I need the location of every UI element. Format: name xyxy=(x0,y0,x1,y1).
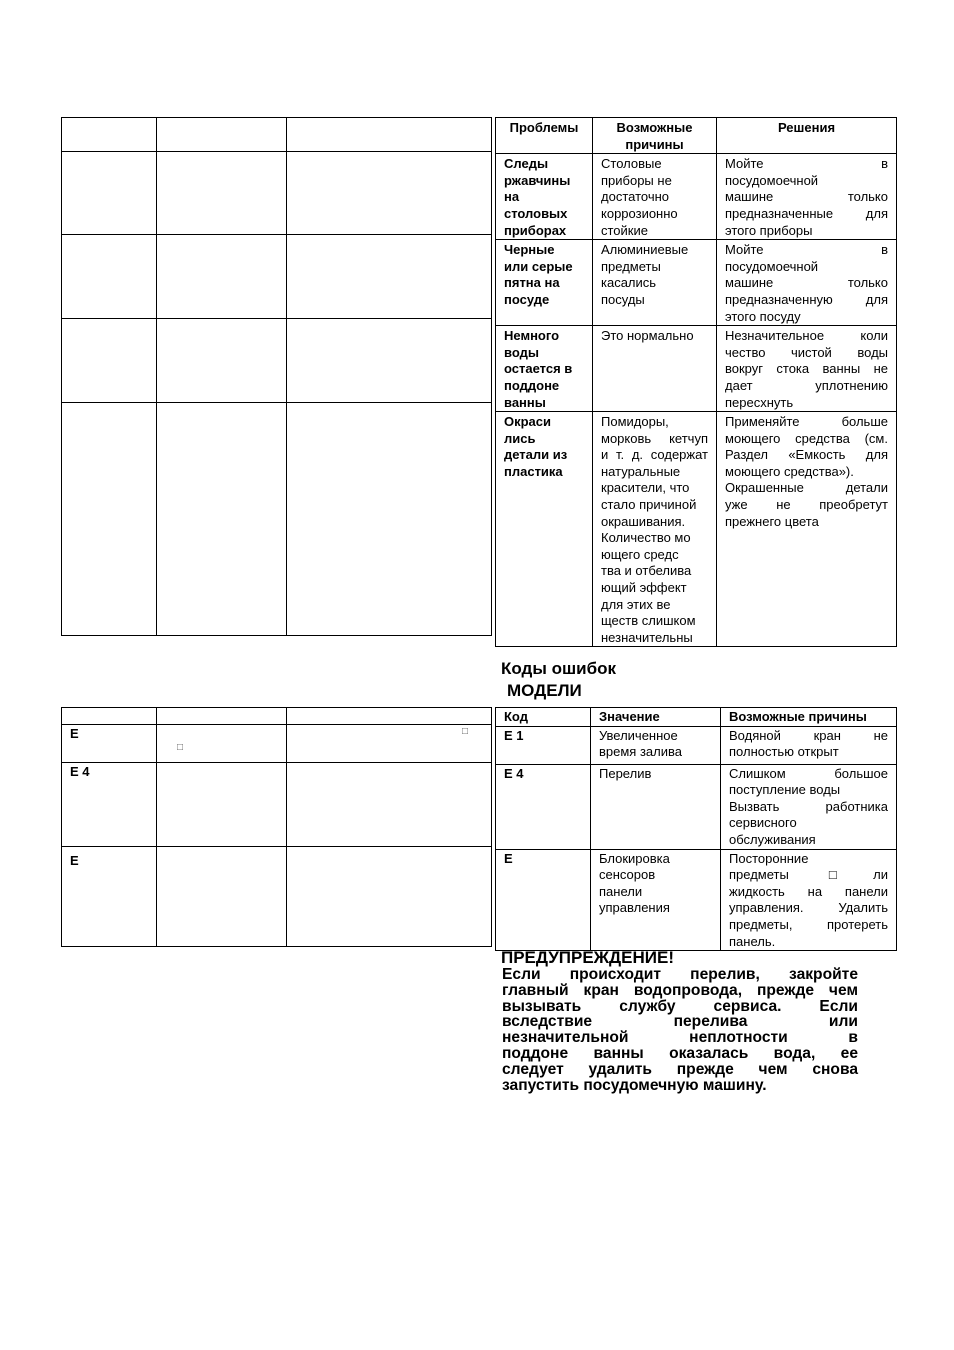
problem-cell: Немного воды остается в поддоне ванны xyxy=(496,326,593,412)
cause-cell: Алюминиевые предметы касались посуды xyxy=(593,240,717,326)
table-row xyxy=(496,326,897,412)
table-row xyxy=(496,240,897,326)
table-row xyxy=(496,412,897,647)
cause-cell: Посторонние предметы □ли жидкость на панели управления. Удалить предметы, протереть панель. xyxy=(721,849,897,951)
meaning-cell: Перелив xyxy=(591,764,721,849)
solution-cell: Незначительное коли чество чистой воды вокруг стока ванны не дает уплотнению пересхнуть xyxy=(717,326,897,412)
warning-title: ПРЕДУПРЕЖДЕНИЕ! xyxy=(501,948,674,967)
error-codes-table xyxy=(495,707,897,951)
cause-cell: Водяной кран не полностью открыт xyxy=(721,726,897,764)
header-causes: Возможные причины xyxy=(593,118,717,154)
meaning-cell: Увеличенное время залива xyxy=(591,726,721,764)
error-codes-title: Коды ошибок МОДЕЛИ xyxy=(501,659,616,700)
table-row xyxy=(496,764,897,849)
header-meaning: Значение xyxy=(591,708,721,727)
problem-cell: Черные или серые пятна на посуде xyxy=(496,240,593,326)
code-cell: E 4 xyxy=(496,764,591,849)
solution-cell: Мойте в посудомоечной машине только предназначенную для этого посуду xyxy=(717,240,897,326)
problem-cell: Окраси лись детали из пластика xyxy=(496,412,593,647)
placeholder-square-icon: □ xyxy=(462,726,469,737)
troubleshooting-table xyxy=(495,117,897,647)
code-cell: E xyxy=(496,849,591,951)
code-cell: E 1 xyxy=(496,726,591,764)
header-code: Код xyxy=(496,708,591,727)
left-empty-table-top xyxy=(61,117,492,636)
solution-cell: Применяйте больше моющего средства (см. Раздел «Емкость для моющего средства»). Окрашенные детали уже не преобретут прежнего цвета xyxy=(717,412,897,647)
left-code-cell: E 4 xyxy=(62,763,157,847)
table-row xyxy=(496,154,897,240)
placeholder-square-icon: □ xyxy=(177,742,184,753)
troubleshooting-header-row xyxy=(496,118,897,154)
left-code-cell: E xyxy=(62,725,157,763)
meaning-cell: Блокировка сенсоров панели управления xyxy=(591,849,721,951)
cause-cell: Столовые приборы не достаточно коррозионно стойкие xyxy=(593,154,717,240)
table-row xyxy=(496,849,897,951)
error-codes-header-row xyxy=(496,708,897,727)
problem-cell: Следы ржавчины на столовых приборах xyxy=(496,154,593,240)
cause-cell: Слишком большое поступление воды Вызвать работника сервисного обслуживания xyxy=(721,764,897,849)
header-solutions: Решения xyxy=(717,118,897,154)
header-problems: Проблемы xyxy=(496,118,593,154)
warning-text: Если происходит перелив, закройте главный кран водопровода, прежде чем вызывать службу сервиса. Если вследствие перелива или незначительной неплотности в поддоне ванны оказалась вода, ее следует удалить прежде чем снова запустить посудомечную машину. xyxy=(502,966,858,1094)
table-row xyxy=(496,726,897,764)
left-empty-table-bottom xyxy=(61,707,492,947)
header-possible-causes: Возможные причины xyxy=(721,708,897,727)
cause-cell: Это нормально xyxy=(593,326,717,412)
solution-cell: Мойте в посудомоечной машине только предназначенные для этого приборы xyxy=(717,154,897,240)
left-code-cell: E xyxy=(62,847,157,947)
cause-cell: Помидоры, морковь кетчуп и т. д. содержат натуральные красители, что стало причиной окрашивания. Количество мо ющего средс тва и отбелива ющий эффект для этих ве ществ слишком незначительны xyxy=(593,412,717,647)
